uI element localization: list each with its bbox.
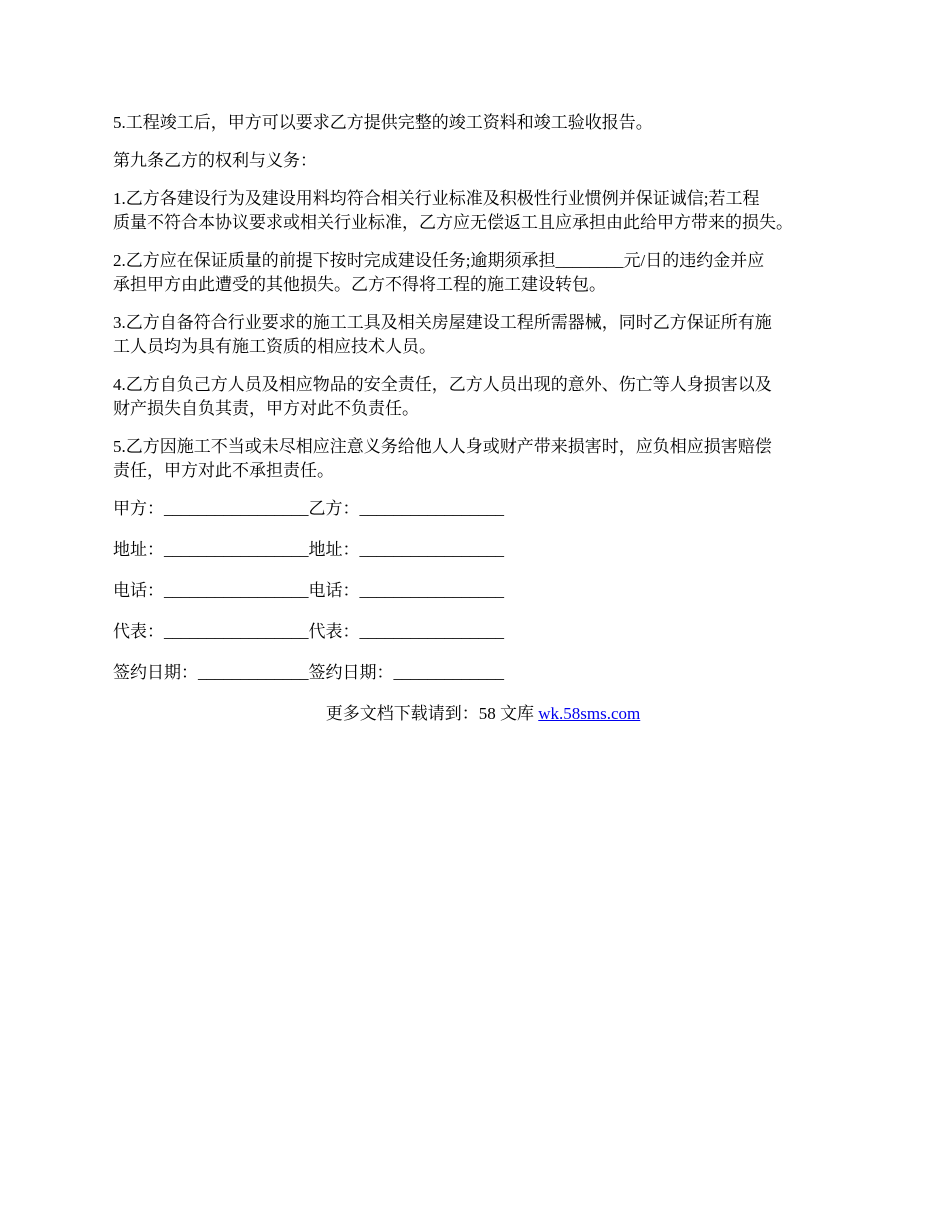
section-heading-article-9: 第九条乙方的权利与义务： <box>113 151 317 170</box>
footer-link[interactable]: wk.58sms.com <box>538 704 641 723</box>
signature-party-line: 甲方：_________________乙方：_________________ <box>113 499 504 518</box>
paragraph-completion-docs: 5.工程竣工后，甲方可以要求乙方提供完整的竣工资料和竣工验收报告。 <box>113 113 653 132</box>
signature-address-line: 地址：_________________地址：_________________ <box>113 540 504 559</box>
document-body <box>113 111 853 726</box>
signature-date-line: 签约日期：_____________签约日期：_____________ <box>113 663 504 682</box>
signature-phone-line: 电话：_________________电话：_________________ <box>113 581 504 600</box>
paragraph-clause-1: 1.乙方各建设行为及建设用料均符合相关行业标准及积极性行业惯例并保证诚信;若工程 质量不符合本协议要求或相关行业标准，乙方应无偿返工且应承担由此给甲方带来的损失。 <box>113 189 793 232</box>
paragraph-clause-5: 5.乙方因施工不当或未尽相应注意义务给他人人身或财产带来损害时，应负相应损害赔偿 责任，甲方对此不承担责任。 <box>113 437 772 480</box>
download-footer <box>113 702 853 726</box>
paragraph-clause-4: 4.乙方自负己方人员及相应物品的安全责任，乙方人员出现的意外、伤亡等人身损害以及 财产损失自负其责，甲方对此不负责任。 <box>113 375 772 418</box>
paragraph-clause-3: 3.乙方自备符合行业要求的施工工具及相关房屋建设工程所需器械，同时乙方保证所有施 工人员均为具有施工资质的相应技术人员。 <box>113 313 772 356</box>
footer-text: 更多文档下载请到：58 文库 <box>325 704 539 723</box>
paragraph-clause-2: 2.乙方应在保证质量的前提下按时完成建设任务;逾期须承担________元/日的违约金并应 承担甲方由此遭受的其他损失。乙方不得将工程的施工建设转包。 <box>113 251 765 294</box>
signature-representative-line: 代表：_________________代表：_________________ <box>113 622 504 641</box>
